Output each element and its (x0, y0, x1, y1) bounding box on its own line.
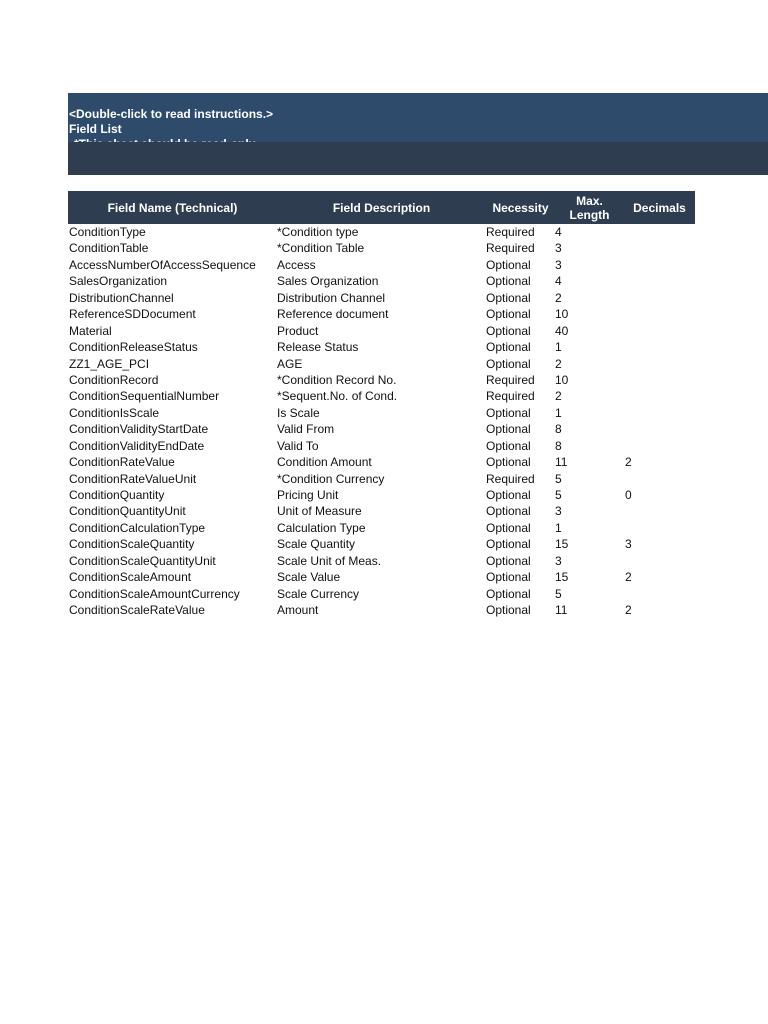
cell-field-description[interactable]: *Condition type (277, 225, 359, 239)
cell-field-name[interactable]: ConditionScaleQuantityUnit (69, 553, 216, 568)
cell-field-description[interactable]: AGE (277, 356, 303, 371)
table-row[interactable] (68, 569, 695, 585)
cell-field-description[interactable]: Unit of Measure (277, 504, 362, 519)
cell-max-length[interactable]: 4 (555, 274, 562, 289)
cell-field-name[interactable]: ConditionValidityEndDate (69, 438, 205, 453)
cell-field-description[interactable]: Is Scale (277, 405, 320, 420)
cell-max-length[interactable]: 5 (555, 586, 562, 601)
table-row[interactable] (68, 290, 695, 306)
cell-decimals[interactable]: 2 (625, 455, 632, 470)
cell-necessity[interactable]: Optional (486, 307, 531, 322)
cell-field-name[interactable]: ReferenceSDDocument (69, 307, 196, 322)
cell-decimals[interactable] (625, 339, 695, 355)
cell-field-description[interactable]: Product (277, 323, 319, 338)
cell-decimals[interactable] (625, 290, 695, 306)
cell-max-length[interactable]: 1 (555, 405, 562, 420)
cell-decimals[interactable]: 2 (625, 603, 632, 618)
cell-max-length[interactable]: 8 (555, 422, 562, 437)
cell-field-description[interactable]: Amount (277, 603, 319, 618)
table-row[interactable] (68, 536, 695, 552)
table-row[interactable] (68, 356, 695, 372)
cell-necessity[interactable]: Required (486, 241, 535, 256)
cell-field-name[interactable]: ConditionValidityStartDate (69, 422, 209, 437)
cell-field-name[interactable]: ConditionReleaseStatus (69, 340, 198, 355)
cell-max-length[interactable]: 2 (555, 356, 562, 371)
cell-necessity[interactable]: Required (486, 372, 535, 387)
cell-field-description[interactable]: Valid To (277, 438, 319, 453)
cell-max-length[interactable]: 3 (555, 553, 562, 568)
table-body (68, 224, 695, 619)
sheet-title: Field List (69, 122, 122, 136)
cell-field-description[interactable]: Access (277, 257, 316, 272)
header-field-name-technical[interactable]: Field Name (Technical) (107, 200, 238, 215)
table-row[interactable] (68, 520, 695, 536)
cell-decimals[interactable] (625, 356, 695, 372)
cell-field-description[interactable]: Calculation Type (277, 520, 366, 535)
cell-field-name[interactable]: ConditionType (69, 225, 146, 239)
table-row[interactable] (68, 421, 695, 437)
cell-decimals[interactable] (625, 224, 695, 240)
cell-field-description[interactable]: Sales Organization (277, 274, 379, 289)
cell-field-description[interactable]: Valid From (277, 422, 335, 437)
cell-necessity[interactable]: Optional (486, 274, 531, 289)
cell-decimals[interactable] (625, 438, 695, 454)
cell-necessity[interactable]: Required (486, 389, 535, 404)
cell-necessity[interactable]: Optional (486, 504, 531, 519)
cell-necessity[interactable]: Optional (486, 356, 531, 371)
cell-necessity[interactable]: Optional (486, 455, 531, 470)
cell-field-name[interactable]: ZZ1_AGE_PCI (69, 356, 150, 371)
cell-decimals[interactable] (625, 306, 695, 322)
instructions-banner[interactable] (68, 93, 768, 142)
cell-field-name[interactable]: ConditionTable (69, 241, 149, 256)
cell-field-name[interactable]: ConditionRateValueUnit (69, 471, 197, 486)
table-header (68, 191, 695, 224)
cell-max-length[interactable]: 3 (555, 504, 562, 519)
cell-decimals[interactable] (625, 372, 695, 388)
cell-necessity[interactable]: Optional (486, 290, 531, 305)
table-row[interactable] (68, 339, 695, 355)
cell-field-description[interactable]: Scale Currency (277, 586, 360, 601)
cell-decimals[interactable]: 3 (625, 537, 632, 552)
header-necessity[interactable]: Necessity (492, 200, 549, 215)
cell-decimals[interactable] (625, 273, 695, 289)
cell-max-length[interactable]: 2 (555, 389, 562, 404)
field-list-table (68, 191, 695, 619)
banner-band (68, 142, 768, 175)
table-row[interactable] (68, 438, 695, 454)
cell-necessity[interactable]: Optional (486, 553, 531, 568)
cell-field-name[interactable]: ConditionScaleQuantity (69, 537, 195, 552)
cell-field-name[interactable]: ConditionQuantityUnit (69, 504, 186, 519)
cell-field-name[interactable]: ConditionQuantity (69, 488, 165, 502)
cell-field-name[interactable]: DistributionChannel (69, 290, 174, 305)
cell-field-description[interactable]: *Condition Table (277, 241, 365, 256)
cell-necessity[interactable]: Optional (486, 586, 531, 601)
table-row[interactable] (68, 471, 695, 487)
table-row[interactable] (68, 257, 695, 273)
cell-field-name[interactable]: ConditionSequentialNumber (69, 389, 220, 404)
table-row[interactable] (68, 487, 695, 503)
cell-field-description[interactable]: Condition Amount (277, 455, 372, 470)
cell-max-length[interactable]: 5 (555, 488, 562, 502)
cell-field-name[interactable]: ConditionRateValue (69, 455, 175, 470)
cell-necessity[interactable]: Optional (486, 570, 531, 585)
cell-necessity[interactable]: Required (486, 471, 535, 486)
table-row[interactable] (68, 273, 695, 289)
cell-field-name[interactable]: Material (69, 323, 112, 338)
cell-max-length[interactable]: 1 (555, 520, 562, 535)
cell-necessity[interactable]: Optional (486, 257, 531, 272)
header-decimals[interactable]: Decimals (633, 200, 686, 215)
header-max-length[interactable]: Max. Length (569, 193, 610, 222)
cell-max-length[interactable]: 8 (555, 438, 562, 453)
cell-max-length[interactable]: 40 (555, 323, 569, 338)
cell-necessity[interactable]: Optional (486, 603, 531, 618)
table-row[interactable] (68, 503, 695, 519)
cell-decimals[interactable] (625, 586, 695, 602)
cell-field-description[interactable]: Scale Quantity (277, 537, 356, 552)
cell-max-length[interactable]: 3 (555, 257, 562, 272)
table-row[interactable] (68, 224, 695, 240)
cell-field-name[interactable]: ConditionRecord (69, 372, 159, 387)
cell-field-name[interactable]: AccessNumberOfAccessSequence (69, 257, 256, 272)
cell-decimals[interactable] (625, 421, 695, 437)
cell-decimals[interactable] (625, 388, 695, 404)
cell-decimals[interactable] (625, 323, 695, 339)
cell-necessity[interactable]: Optional (486, 323, 531, 338)
cell-field-description[interactable]: Reference document (277, 307, 389, 322)
cell-max-length[interactable]: 4 (555, 225, 562, 239)
cell-necessity[interactable]: Optional (486, 340, 531, 355)
cell-decimals[interactable]: 0 (625, 488, 632, 502)
cell-necessity[interactable]: Optional (486, 488, 531, 502)
cell-field-name[interactable]: ConditionScaleRateValue (69, 603, 205, 618)
table-row[interactable] (68, 454, 695, 470)
cell-max-length[interactable]: 11 (555, 603, 568, 618)
table-row[interactable] (68, 405, 695, 421)
cell-decimals[interactable] (625, 257, 695, 273)
cell-field-name[interactable]: SalesOrganization (69, 274, 168, 289)
cell-max-length[interactable]: 11 (555, 455, 568, 470)
table-row[interactable] (68, 372, 695, 388)
cell-decimals[interactable] (625, 503, 695, 519)
cell-necessity[interactable]: Optional (486, 422, 531, 437)
table-row[interactable] (68, 586, 695, 602)
table-row[interactable] (68, 602, 695, 618)
table-row[interactable] (68, 306, 695, 322)
cell-max-length[interactable]: 1 (555, 340, 562, 355)
cell-field-description[interactable]: Release Status (277, 340, 359, 355)
cell-decimals[interactable] (625, 471, 695, 487)
cell-field-description[interactable]: Scale Unit of Meas. (277, 553, 382, 568)
cell-decimals[interactable] (625, 553, 695, 569)
cell-field-description[interactable]: *Sequent.No. of Cond. (277, 389, 398, 404)
cell-max-length[interactable]: 3 (555, 241, 562, 256)
cell-max-length[interactable]: 10 (555, 372, 569, 387)
cell-necessity[interactable]: Optional (486, 537, 531, 552)
cell-necessity[interactable]: Optional (486, 405, 531, 420)
cell-max-length[interactable]: 5 (555, 471, 562, 486)
cell-max-length[interactable]: 15 (555, 537, 569, 552)
cell-necessity[interactable]: Optional (486, 438, 531, 453)
cell-decimals[interactable] (625, 520, 695, 536)
header-field-description[interactable]: Field Description (332, 200, 431, 215)
table-row[interactable] (68, 323, 695, 339)
table-row[interactable] (68, 388, 695, 404)
cell-decimals[interactable] (625, 240, 695, 256)
cell-necessity[interactable]: Required (486, 225, 535, 239)
cell-field-description[interactable]: Pricing Unit (277, 488, 339, 502)
table-row[interactable] (68, 240, 695, 256)
cell-max-length[interactable]: 10 (555, 307, 569, 322)
cell-field-description[interactable]: *Condition Currency (277, 471, 385, 486)
cell-field-name[interactable]: ConditionScaleAmount (69, 570, 192, 585)
cell-necessity[interactable]: Optional (486, 520, 531, 535)
cell-field-name[interactable]: ConditionIsScale (69, 405, 160, 420)
cell-max-length[interactable]: 2 (555, 290, 562, 305)
cell-field-name[interactable]: ConditionCalculationType (69, 520, 206, 535)
cell-max-length[interactable]: 15 (555, 570, 569, 585)
cell-decimals[interactable] (625, 405, 695, 421)
cell-decimals[interactable]: 2 (625, 570, 632, 585)
table-row[interactable] (68, 553, 695, 569)
cell-field-description[interactable]: Distribution Channel (277, 290, 386, 305)
cell-field-description[interactable]: *Condition Record No. (277, 372, 397, 387)
cell-field-description[interactable]: Scale Value (277, 570, 341, 585)
cell-field-name[interactable]: ConditionScaleAmountCurrency (69, 586, 240, 601)
instructions-link[interactable]: <Double-click to read instructions.> (69, 107, 274, 121)
